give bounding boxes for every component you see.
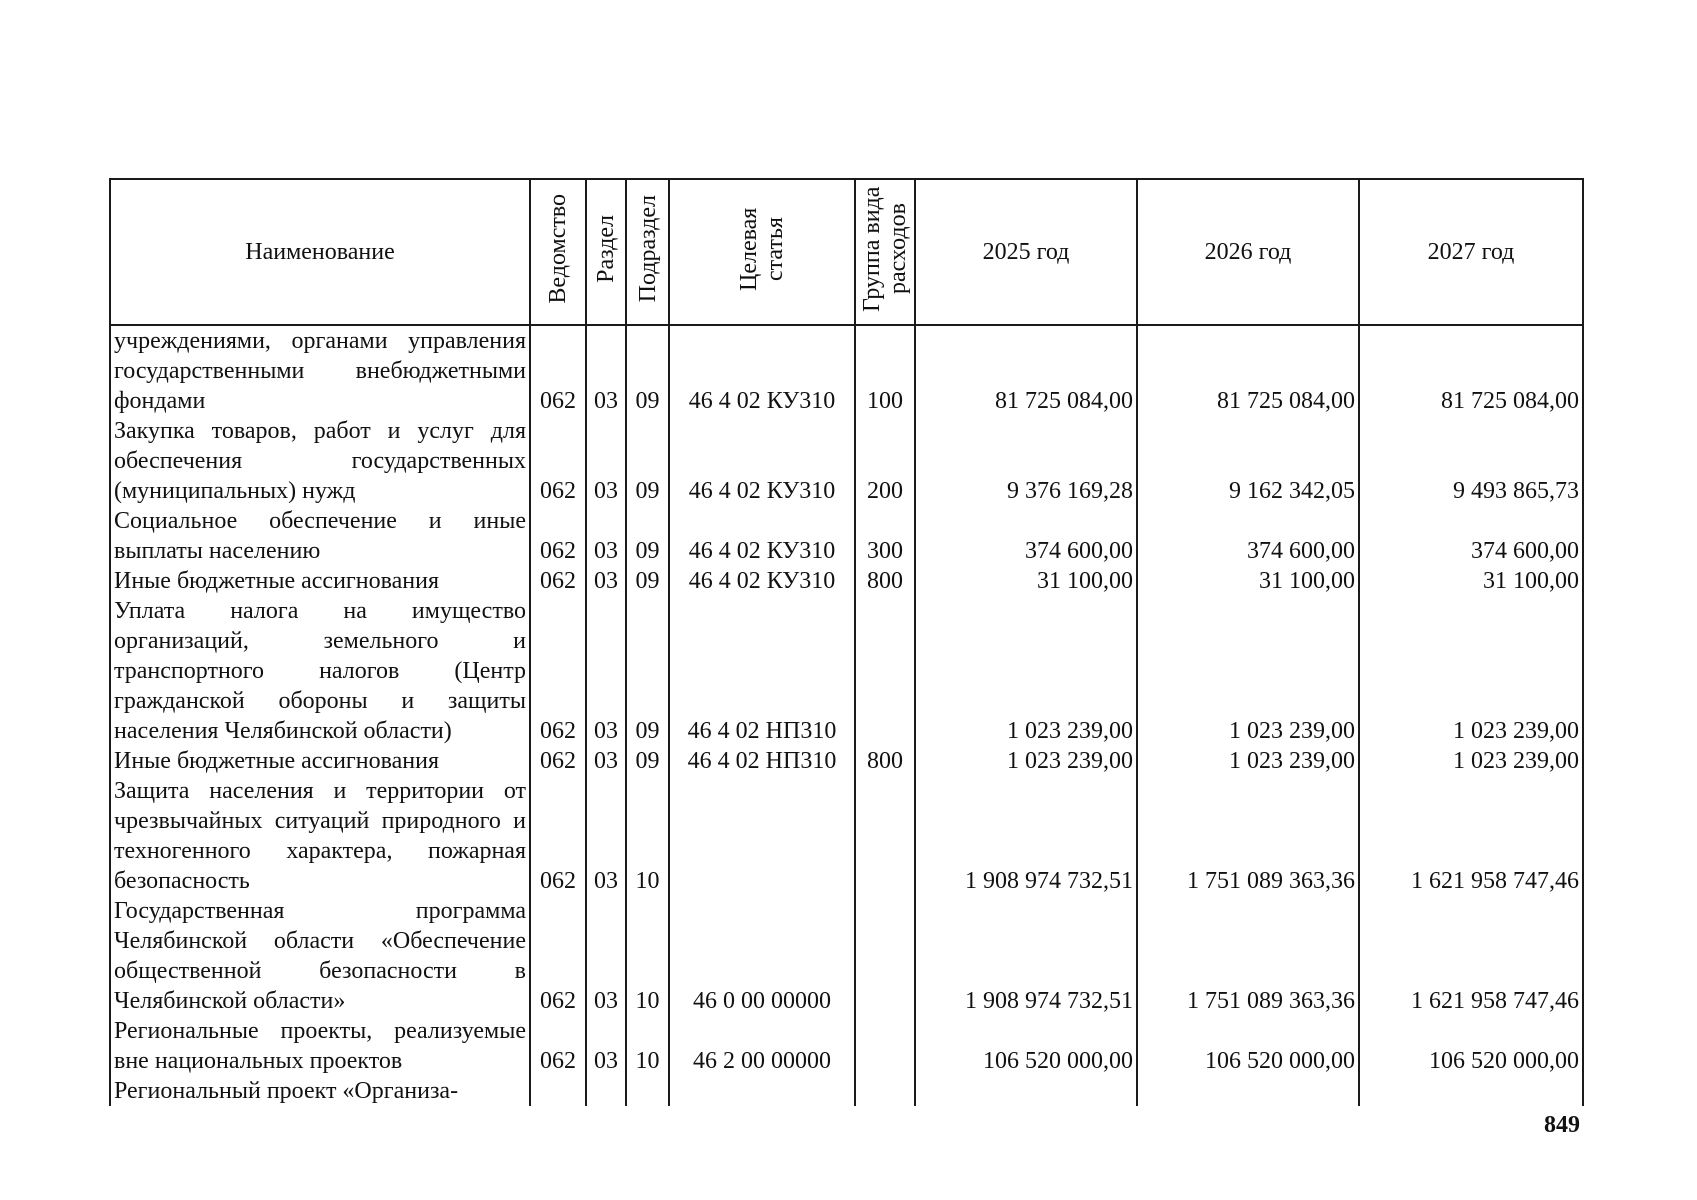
row-expense-group-cell <box>855 896 915 1016</box>
row-section-cell: 03 <box>586 325 626 416</box>
row-2025-amount: 31 100,00 <box>915 566 1137 596</box>
row-expense-group-cell: 100 <box>855 325 915 416</box>
header-2026: 2026 год <box>1137 179 1359 325</box>
row-section-cell: 03 <box>586 596 626 746</box>
row-2025-amount: 9 376 169,28 <box>915 416 1137 506</box>
row-subsection-cell: 09 <box>626 746 669 776</box>
row-name-cell: Социальное обеспечение и иные выплаты населению <box>110 506 530 566</box>
row-name-cell: Региональный проект «Организа- <box>110 1076 530 1106</box>
row-subsection-cell: 09 <box>626 596 669 746</box>
row-expense-group-cell <box>855 776 915 896</box>
row-2027-amount: 9 493 865,73 <box>1359 416 1583 506</box>
page-number: 849 <box>1544 1112 1580 1138</box>
row-target-article-cell <box>669 1076 855 1106</box>
header-row <box>110 179 1583 325</box>
row-target-article-cell: 46 4 02 КУ310 <box>669 325 855 416</box>
row-section-cell: 03 <box>586 416 626 506</box>
row-2026-amount: 1 751 089 363,36 <box>1137 776 1359 896</box>
header-department: Ведомство <box>530 179 586 325</box>
row-2026-amount: 9 162 342,05 <box>1137 416 1359 506</box>
row-department-cell: 062 <box>530 416 586 506</box>
table-body <box>110 325 1583 1106</box>
row-section-cell: 03 <box>586 566 626 596</box>
budget-table <box>109 178 1584 1106</box>
row-name-cell: Региональные проекты, реализуемые вне национальных проектов <box>110 1016 530 1076</box>
row-2025-amount: 1 023 239,00 <box>915 746 1137 776</box>
row-department-cell: 062 <box>530 566 586 596</box>
row-section-cell <box>586 1076 626 1106</box>
row-name-cell: Иные бюджетные ассигнования <box>110 746 530 776</box>
row-2025-amount: 1 023 239,00 <box>915 596 1137 746</box>
row-2027-amount: 106 520 000,00 <box>1359 1016 1583 1076</box>
row-2027-amount: 81 725 084,00 <box>1359 325 1583 416</box>
row-target-article-cell: 46 0 00 00000 <box>669 896 855 1016</box>
row-department-cell: 062 <box>530 896 586 1016</box>
row-target-article-cell: 46 4 02 КУ310 <box>669 566 855 596</box>
table-row <box>110 1076 1583 1106</box>
row-section-cell: 03 <box>586 896 626 1016</box>
row-section-cell: 03 <box>586 1016 626 1076</box>
row-2026-amount: 374 600,00 <box>1137 506 1359 566</box>
header-name: Наименование <box>110 179 530 325</box>
row-subsection-cell: 10 <box>626 1016 669 1076</box>
row-target-article-cell: 46 4 02 НП310 <box>669 746 855 776</box>
header-2025: 2025 год <box>915 179 1137 325</box>
row-2025-amount <box>915 1076 1137 1106</box>
row-target-article-cell: 46 4 02 КУ310 <box>669 416 855 506</box>
row-2026-amount: 31 100,00 <box>1137 566 1359 596</box>
header-target-article: Целевая статья <box>669 179 855 325</box>
row-department-cell: 062 <box>530 1016 586 1076</box>
row-2026-amount: 106 520 000,00 <box>1137 1016 1359 1076</box>
row-subsection-cell: 10 <box>626 896 669 1016</box>
row-section-cell: 03 <box>586 776 626 896</box>
row-2025-amount: 81 725 084,00 <box>915 325 1137 416</box>
row-subsection-cell: 09 <box>626 506 669 566</box>
row-department-cell <box>530 1076 586 1106</box>
header-subsection: Подраздел <box>626 179 669 325</box>
row-name-cell: учреждениями, органами управления государственными внебюджетными фондами <box>110 325 530 416</box>
row-department-cell: 062 <box>530 746 586 776</box>
row-2025-amount: 1 908 974 732,51 <box>915 776 1137 896</box>
row-name-cell: Закупка товаров, работ и услуг для обеспечения государственных (муниципальных) нужд <box>110 416 530 506</box>
row-2027-amount: 31 100,00 <box>1359 566 1583 596</box>
row-2025-amount: 106 520 000,00 <box>915 1016 1137 1076</box>
table-row <box>110 776 1583 896</box>
row-2027-amount <box>1359 1076 1583 1106</box>
row-2027-amount: 1 621 958 747,46 <box>1359 896 1583 1016</box>
row-name-cell: Защита населения и территории от чрезвычайных ситуаций природного и техногенного характера, пожарная безопасность <box>110 776 530 896</box>
table-row <box>110 325 1583 416</box>
row-2027-amount: 1 023 239,00 <box>1359 596 1583 746</box>
row-section-cell: 03 <box>586 506 626 566</box>
row-2026-amount: 1 023 239,00 <box>1137 596 1359 746</box>
row-expense-group-cell: 800 <box>855 566 915 596</box>
header-2027: 2027 год <box>1359 179 1583 325</box>
row-2026-amount: 81 725 084,00 <box>1137 325 1359 416</box>
row-department-cell: 062 <box>530 776 586 896</box>
row-name-cell: Уплата налога на имущество организаций, земельного и транспортного налогов (Центр гражданской обороны и защиты населения Челябинской области) <box>110 596 530 746</box>
row-2027-amount: 1 023 239,00 <box>1359 746 1583 776</box>
row-expense-group-cell: 800 <box>855 746 915 776</box>
row-subsection-cell: 09 <box>626 416 669 506</box>
row-expense-group-cell <box>855 1016 915 1076</box>
row-2027-amount: 374 600,00 <box>1359 506 1583 566</box>
table-row <box>110 746 1583 776</box>
table-row <box>110 1016 1583 1076</box>
row-2026-amount: 1 023 239,00 <box>1137 746 1359 776</box>
row-target-article-cell <box>669 776 855 896</box>
row-target-article-cell: 46 4 02 НП310 <box>669 596 855 746</box>
row-subsection-cell: 10 <box>626 776 669 896</box>
header-section: Раздел <box>586 179 626 325</box>
row-section-cell: 03 <box>586 746 626 776</box>
row-2026-amount: 1 751 089 363,36 <box>1137 896 1359 1016</box>
row-subsection-cell <box>626 1076 669 1106</box>
row-department-cell: 062 <box>530 325 586 416</box>
row-name-cell: Государственная программа Челябинской области «Обеспечение общественной безопасности в Челябинской области» <box>110 896 530 1016</box>
table-row <box>110 566 1583 596</box>
table-row <box>110 896 1583 1016</box>
table-row <box>110 596 1583 746</box>
row-department-cell: 062 <box>530 596 586 746</box>
table-row <box>110 506 1583 566</box>
row-subsection-cell: 09 <box>626 325 669 416</box>
row-expense-group-cell <box>855 596 915 746</box>
row-2025-amount: 1 908 974 732,51 <box>915 896 1137 1016</box>
row-expense-group-cell: 300 <box>855 506 915 566</box>
row-2027-amount: 1 621 958 747,46 <box>1359 776 1583 896</box>
row-subsection-cell: 09 <box>626 566 669 596</box>
row-name-cell: Иные бюджетные ассигнования <box>110 566 530 596</box>
header-expense-group: Группа вида расходов <box>855 179 915 325</box>
row-expense-group-cell <box>855 1076 915 1106</box>
row-target-article-cell: 46 4 02 КУ310 <box>669 506 855 566</box>
row-2026-amount <box>1137 1076 1359 1106</box>
table-row <box>110 416 1583 506</box>
row-target-article-cell: 46 2 00 00000 <box>669 1016 855 1076</box>
row-2025-amount: 374 600,00 <box>915 506 1137 566</box>
row-department-cell: 062 <box>530 506 586 566</box>
row-expense-group-cell: 200 <box>855 416 915 506</box>
